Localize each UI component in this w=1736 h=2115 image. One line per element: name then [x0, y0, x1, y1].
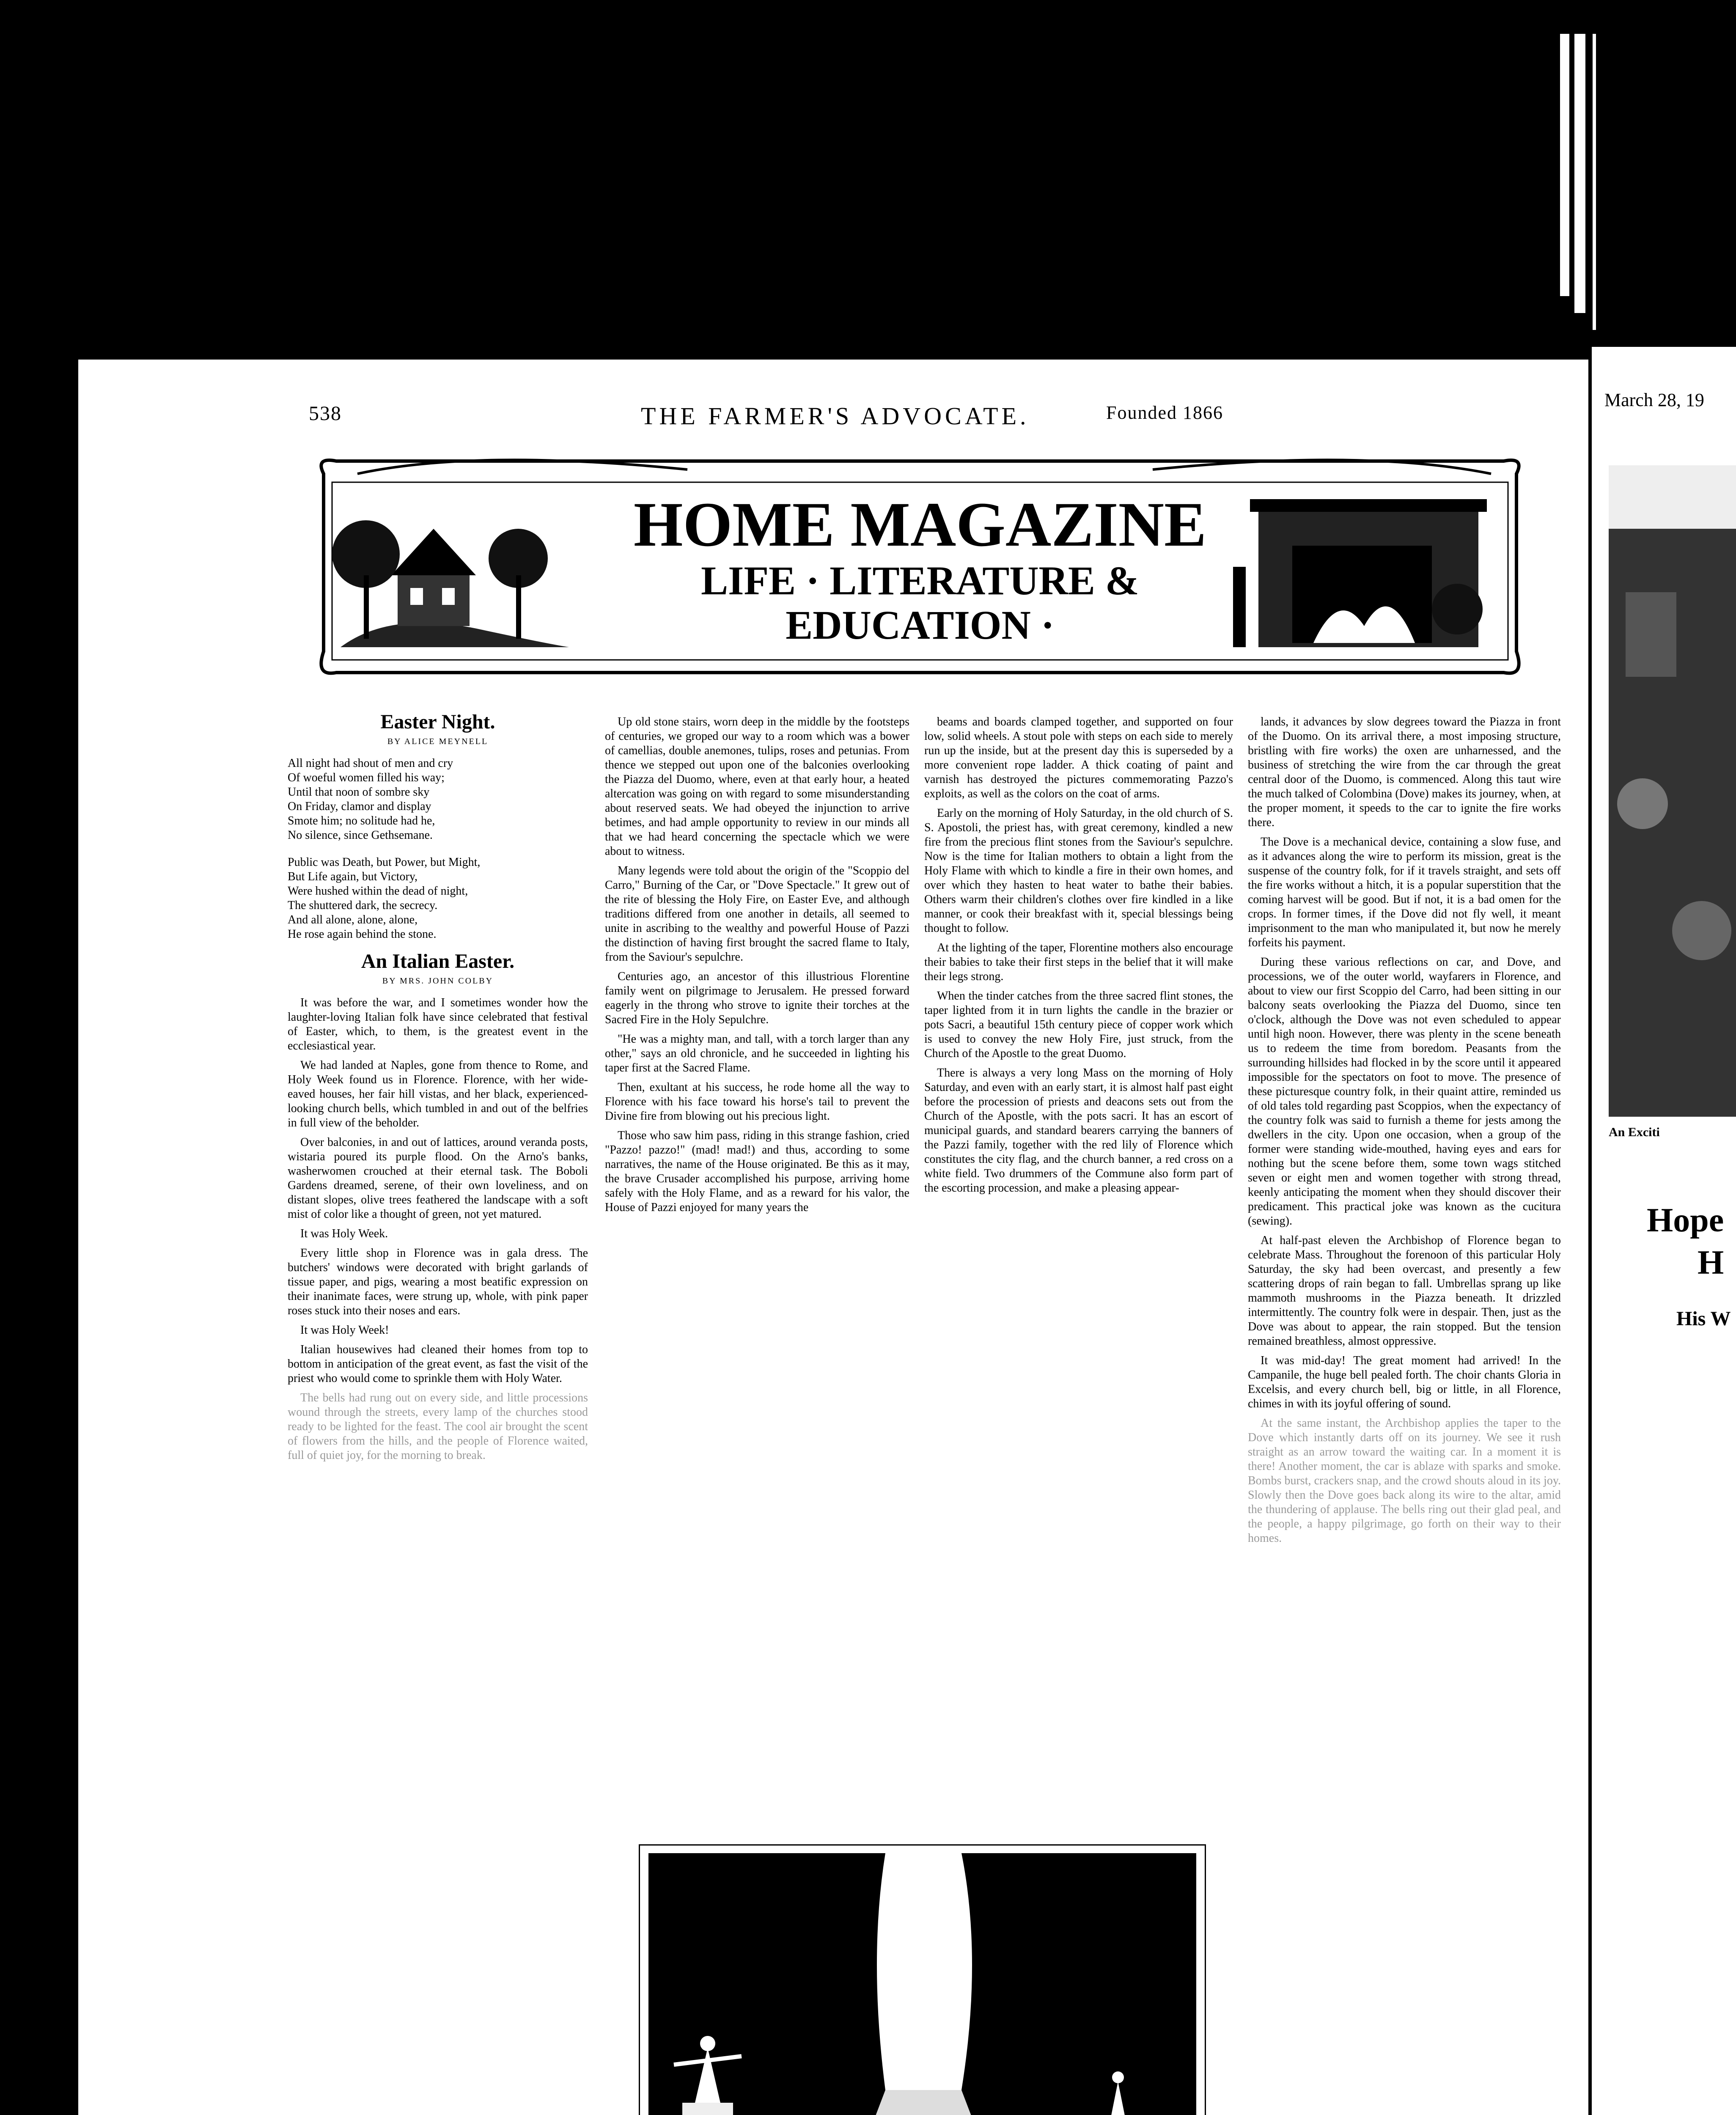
paragraph: Italian housewives had cleaned their homes from top to bottom in anticipation of the great event, as fast the visit of the priest who would come to sprinkle them with Holy Water.: [288, 1343, 588, 1385]
paragraph: Over balconies, in and out of lattices, around veranda posts, wistaria poured its purple flood. On the Arno's banks, washerwomen crouched at their eternal task. The Boboli Gardens dreamed, serene, of their own loveliness, and on distant slopes, olive trees feathered the landscape with a soft mist of color like a thought of green, not yet matured.: [288, 1136, 588, 1221]
paragraph: There is always a very long Mass on the morning of Holy Saturday, and even with an early start, it is almost half past eight before the procession of priests and deacons sets out from the Church of the Apostle, with the pots sacri. It has an escort of municipal guards, and standard bearers carrying the banners of the Pazzi family, together with the red lily of Florence which constitutes the city flag, and the church banner, a red cross on a white field. Two drummers of the Commune also form part of the escorting procession, and make a pleasing appear-: [924, 1066, 1233, 1195]
poem-byline: BY ALICE MEYNELL: [387, 737, 489, 746]
poem-stanza: Public was Death, but Power, but Might, But Life again, but Victory, Were hushed within the dead of night, The shuttered dark, the secrecy. And all alone, alone, alone, He rose again behind the stone.: [288, 856, 481, 941]
paragraph: During these various reflections on car, and Dove, and processions, we of the outer world, wayfarers in Florence, and about to view our first Scoppio del Carro, had been sitting in our balcony seats overlooking the Piazza del Duomo, since ten o'clock, although the Dove was not even scheduled to appear until high noon. However, there was plenty in the scene beneath us to redeem the time from boredom. Peasants from the surrounding hillsides had flocked in by the score until it appeared impossible for the spectators on foot to move. The presence of these picturesque country folk, in their quaint attire, reminded us of old tales told regarding past Scoppios, when the expectancy of the country folk was said to furnish a theme for jests among the dwellers in the city. Upon one occasion, when a group of the former were standing wide-mouthed, having eyes and ears for nothing but the scene before them, some town wags stitched seven or eight men and women together with strong thread, keenly anticipating the moment when they should discover their predicament. This practical joke was known as the cucitura (sewing).: [1248, 956, 1561, 1228]
paragraph: It was Holy Week.: [300, 1227, 388, 1240]
photo-frame: [639, 1844, 1206, 2115]
paragraph: beams and boards clamped together, and supported on four low, solid wheels. A stout pole with steps on each side to merely run up the inside, but at the present day this is superseded by a more convenient rope ladder. A thick coating of paint and varnish has destroyed the pictures commemorating Pazzo's exploits, as well as the colors on the coat of arms.: [924, 715, 1233, 800]
paragraph: Centuries ago, an ancestor of this illustrious Florentine family went on pilgrimage to Jerusalem. He pressed forward eagerly in the throng who strove to ignite their torches at the Sacred Fire in the Holy Sepulchre.: [605, 970, 909, 1026]
adjacent-photo-caption: An Exciti: [1609, 1125, 1660, 1139]
paragraph: Up old stone stairs, worn deep in the middle by the footsteps of centuries, we groped our way to a room which was a bower of camellias, double anemones, tulips, roses and petunias. From thence we stepped out upon one of the balconies overlooking the Piazza del Duomo, where, even at that early hour, a heated altercation was going on with regard to some misunderstanding about reserved seats. We had obeyed the injunction to arrive betimes, and had ample opportunity to review in our minds all that we had heard concerning the spectacle which we were about to witness.: [605, 715, 909, 858]
crowd-photo: [1609, 465, 1736, 1117]
column-3: [924, 715, 1233, 1200]
banner-line2: LIFE · LITERATURE &: [701, 558, 1139, 603]
paragraph: lands, it advances by slow degrees toward the Piazza in front of the Duomo. On its arrival there, a most imposing structure, bristling with fire works) the oxen are unharnessed, and the business of stretching the wire from the car through the great central door of the Duomo, is commenced. Along this taut wire the much talked of Colombina (Dove) makes its journey, when, at the proper moment, it speeds to the car to ignite the fire works there.: [1248, 715, 1561, 829]
faded-paragraph: The bells had rung out on every side, and little processions wound through the streets, every lamp of the churches stood ready to be lighted for the feast. The cool air brought the scent of flowers from the hills, and the people of Florence waited, full of quiet joy, for the morning to break.: [288, 1391, 588, 1462]
faded-paragraph: At the same instant, the Archbishop applies the taper to the Dove which instantly darts off on its journey. We see it rush straight as an arrow toward the waiting car. In a moment it is there! Another moment, the car is ablaze with sparks and smoke. Bombs burst, crackers snap, and the crowd shouts aloud in its joy. Slowly then the Dove goes back along its wire to the altar, amid the thundering of applause. The bells ring out their glad peal, and the people, a happy pilgrimage, go forth on their way to their homes.: [1248, 1417, 1561, 1545]
adjacent-subhead: His W: [1676, 1307, 1731, 1330]
home-magazine-banner: [307, 448, 1533, 685]
paragraph: "He was a mighty man, and tall, with a torch larger than any other," says an old chronicle, and he succeeded in lighting his taper first at the Sacred Flame.: [605, 1033, 909, 1074]
magazine-title: THE FARMER'S ADVOCATE.: [641, 402, 1030, 430]
binding-mark: [1574, 34, 1585, 313]
poem-title: Easter Night.: [380, 711, 495, 733]
paragraph: We had landed at Naples, gone from thence to Rome, and Holy Week found us in Florence. Florence, with her wide-eaved houses, her fair hill vistas, and her black, experienced-looking church bells, which tumbled in and out of the belfries in full view of the beholder.: [288, 1059, 588, 1129]
boboli-gardens-photo: [648, 1853, 1196, 2115]
paragraph: When the tinder catches from the three sacred flint stones, the taper lighted from it in turn lights the candle in the brazier or pots Sacri, a beautiful 15th century piece of copper work which is used to convey the new Holy Fire, just struck, from the Church of the Apostle to the great Duomo.: [924, 989, 1233, 1060]
banner-line1: HOME MAGAZINE: [633, 489, 1207, 560]
paragraph: Many legends were told about the origin of the "Scoppio del Carro," Burning of the Car, or "Dove Spectacle." It grew out of the rite of blessing the Holy Fire, on Easter Eve, and although traditions differed from one another in details, all seemed to unite in ascribing to the wealthy and powerful House of Pazzi the distinction of having first brought the sacred flame to Italy, from the Saviour's sepulchre.: [605, 864, 909, 964]
fireplace-illustration: [1233, 499, 1487, 647]
poem-stanza: All night had shout of men and cry Of woeful women filled his way; Until that noon of sombre sky On Friday, clamor and display Smote him; no solitude had he, No silence, since Gethsemane.: [288, 757, 453, 842]
column-1: [288, 711, 588, 1468]
paragraph: Every little shop in Florence was in gala dress. The butchers' windows were decorated with bright garlands of tissue paper, and pigs, wearing a most beatific expression on their inanimate faces, were strung up, whole, with pink paper roses stuck into their noses and ears.: [288, 1247, 588, 1317]
binding-mark: [1560, 34, 1569, 296]
article-title: An Italian Easter.: [361, 950, 515, 972]
paragraph: At half-past eleven the Archbishop of Florence began to celebrate Mass. Throughout the forenoon of this particular Holy Saturday, the sky had been overcast, and presently a few scattering drops of rain began to fall. Umbrellas sprang up like mammoth mushrooms in the Piazza beneath. It drizzled intermittently. The country folk were in despair. Then, just as the Dove was about to appear, the rain stopped. But the tension remained breathless, almost oppressive.: [1248, 1234, 1561, 1348]
adjacent-headline: H: [1698, 1244, 1724, 1281]
column-4: [1248, 715, 1561, 1551]
paragraph: It was mid-day! The great moment had arrived! In the Campanile, the huge bell pealed forth. The choir chants Gloria in Excelsis, and every church bell, big or little, in all Florence, chimes in with its joyful offering of sound.: [1248, 1354, 1561, 1410]
adjacent-page-date: March 28, 19: [1604, 390, 1704, 410]
article-byline: BY MRS. JOHN COLBY: [382, 976, 494, 986]
column-2: [605, 715, 909, 1220]
paragraph: It was Holy Week!: [300, 1324, 389, 1337]
page-number: 538: [309, 402, 342, 425]
paragraph: The Dove is a mechanical device, containing a slow fuse, and as it advances along the wire to perform its mission, great is the suspense of the country folk, for if it travels straight, and sets off the fire works without a hitch, it is a popular superstition that the coming harvest will be good. But if not, it is a bad omen for the crops. In former times, if the Dove did not fly well, it meant imprisonment to the man who manipulated it, but now he merely forfeits his payment.: [1248, 835, 1561, 949]
paragraph: It was before the war, and I sometimes wonder how the laughter-loving Italian folk have since celebrated that festival of Easter, which, to them, is the greatest event in the ecclesiastical year.: [288, 996, 588, 1052]
running-head: [78, 402, 1588, 436]
banner-line3: EDUCATION ·: [786, 602, 1055, 648]
founded-date: Founded 1866: [1106, 402, 1223, 423]
paragraph: Early on the morning of Holy Saturday, in the old church of S. S. Apostoli, the priest has, with great ceremony, kindled a new fire from the precious flint stones from the Saviour's sepulchre. Now is the time for Italian mothers to obtain a light from the Holy Flame with which to kindle a fire in their own homes, and over which they hasten to heat water to bathe their babies. Others warm their children's clothes over fire kindled in a like manner, or cook their breakfast with it, special blessings being thought to follow.: [924, 807, 1233, 935]
adjacent-headline: Hope: [1647, 1202, 1724, 1239]
paragraph: At the lighting of the taper, Florentine mothers also encourage their babies to take their first steps in the belief that it will make their legs strong.: [924, 941, 1233, 983]
paragraph: Those who saw him pass, riding in this strange fashion, cried "Pazzo! pazzo!" (mad! mad!) and thus, according to some narratives, the name of the House originated. Be this as it may, the brave Crusader accomplished his purpose, arriving home safely with the Holy Flame, and as a reward for his valor, the House of Pazzi enjoyed for many years the: [605, 1129, 909, 1214]
adjacent-page: [1588, 347, 1736, 2115]
binding-mark: [1593, 34, 1596, 330]
paragraph: Then, exultant at his success, he rode home all the way to Florence with his face toward his horse's tail to prevent the Divine fire from blowing out his precious light.: [605, 1081, 909, 1123]
newspaper-page: [78, 360, 1588, 2115]
